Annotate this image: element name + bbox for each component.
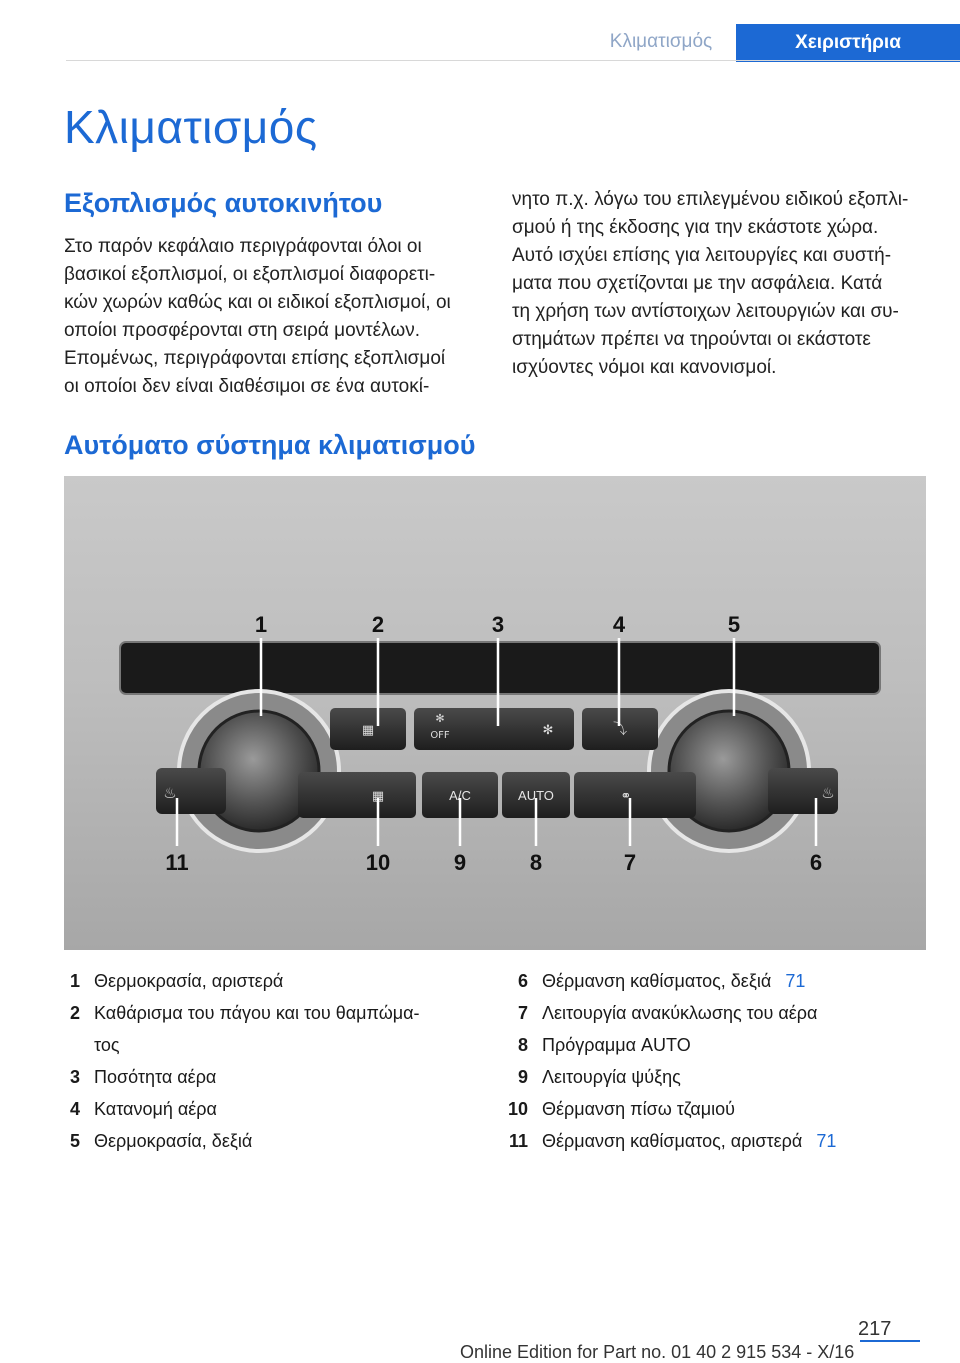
svg-text:✻: ✻ — [542, 723, 554, 738]
list-item: 3 Ποσότητα αέρα — [69, 1067, 217, 1087]
footer-accent-line — [860, 1340, 920, 1342]
text-line: Στο παρόν κεφάλαιο περιγράφονται όλοι οι — [64, 236, 422, 257]
rear-window-heat-button[interactable] — [298, 772, 416, 818]
svg-text:▦: ▦ — [371, 789, 385, 804]
equipment-text-left — [64, 233, 464, 401]
text-line: ματα που σχετίζονται με την ασφάλεια. Κατά — [512, 273, 883, 294]
list-item: τος — [94, 1035, 120, 1055]
callout-6: 6 — [809, 850, 823, 875]
page-link[interactable]: 71 — [785, 971, 806, 991]
text-line: σμού ή της έκδοσης για την εκάστοτε χώρα. — [512, 217, 879, 238]
auto-climate-heading: Αυτόματο σύστημα κλιματισμού — [64, 430, 476, 460]
page-number: 217 — [858, 1318, 892, 1340]
callout-4: 4 — [612, 612, 626, 637]
text-line: ισχύοντες νόμοι και κανονισμοί. — [512, 357, 777, 378]
svg-text:⤵: ⤵ — [613, 722, 627, 738]
text-line: κών χωρών καθώς και οι ειδικοί εξοπλισμοί, οι — [64, 292, 451, 313]
page-link[interactable]: 71 — [816, 1131, 837, 1151]
header-tab-chapter[interactable]: Χειριστήρια — [736, 24, 960, 62]
climate-panel-photo — [64, 476, 926, 950]
footer-edition: Online Edition for Part no. 01 40 2 915 534 - X/16 — [460, 1342, 855, 1362]
svg-text:▦: ▦ — [361, 723, 375, 738]
legend-right — [494, 965, 934, 1157]
list-item: 1 Θερμοκρασία, αριστερά — [69, 971, 284, 991]
text-line: Επομένως, περιγράφονται επίσης εξοπλισμοί — [64, 348, 446, 369]
list-item: 4 Κατανομή αέρα — [69, 1099, 217, 1119]
list-item: 9 Λειτουργία ψύξης — [517, 1067, 681, 1087]
callout-2: 2 — [371, 612, 385, 637]
svg-text:♨: ♨ — [163, 784, 177, 802]
callout-10: 10 — [365, 850, 391, 875]
callout-7: 7 — [623, 850, 637, 875]
ac-label: A/C — [449, 788, 471, 803]
callout-5: 5 — [727, 612, 741, 637]
header-tab-section[interactable]: Κλιματισμός — [609, 31, 713, 52]
text-line: οποίοι προσφέρονται στη σειρά μοντέλων. — [64, 320, 420, 341]
page-title: Κλιματισμός — [64, 101, 318, 153]
list-item: 10 Θέρμανση πίσω τζαμιού — [507, 1099, 735, 1119]
legend-left — [46, 965, 476, 1157]
recirculation-button[interactable] — [574, 772, 696, 818]
svg-text:♨: ♨ — [821, 784, 835, 802]
text-line: νητο π.χ. λόγω του επιλεγμένου ειδικού εξοπλι‐ — [512, 189, 909, 210]
list-item: 5 Θερμοκρασία, δεξιά — [69, 1131, 253, 1151]
callout-1: 1 — [254, 612, 268, 637]
list-item: 7 Λειτουργία ανακύκλωσης του αέρα — [517, 1003, 818, 1023]
text-line: στημάτων πρέπει να τηρούνται οι εκάστοτε — [512, 329, 871, 350]
callout-9: 9 — [453, 850, 467, 875]
svg-text:✻: ✻ — [435, 712, 445, 725]
equipment-heading: Εξοπλισμός αυτοκινήτου — [64, 188, 383, 218]
off-label: OFF — [430, 730, 450, 741]
callout-11: 11 — [165, 850, 189, 875]
equipment-text-right — [512, 186, 930, 382]
auto-label: AUTO — [518, 788, 554, 803]
text-line: βασικοί εξοπλισμοί, οι εξοπλισμοί διαφορετι‐ — [64, 264, 436, 285]
svg-text:⚭: ⚭ — [620, 789, 632, 804]
callout-3: 3 — [491, 612, 505, 637]
header-divider — [66, 60, 960, 61]
text-line: οι οποίοι δεν είναι διαθέσιμοι σε ένα αυτοκί‐ — [64, 376, 430, 397]
callout-8: 8 — [529, 850, 543, 875]
list-item: 8 Πρόγραμμα AUTO — [517, 1035, 691, 1055]
list-item: 6 Θέρμανση καθίσματος, δεξιά 71 — [517, 971, 806, 991]
text-line: τη χρήση των αντίστοιχων λειτουργιών και συ‐ — [512, 301, 899, 322]
list-item: 2 Καθάρισμα του πάγου και του θαμπώμα‐ — [69, 1003, 420, 1023]
text-line: Αυτό ισχύει επίσης για λειτουργίες και συστή‐ — [512, 245, 892, 266]
list-item: 11 Θέρμανση καθίσματος, αριστερά 71 — [508, 1131, 837, 1151]
